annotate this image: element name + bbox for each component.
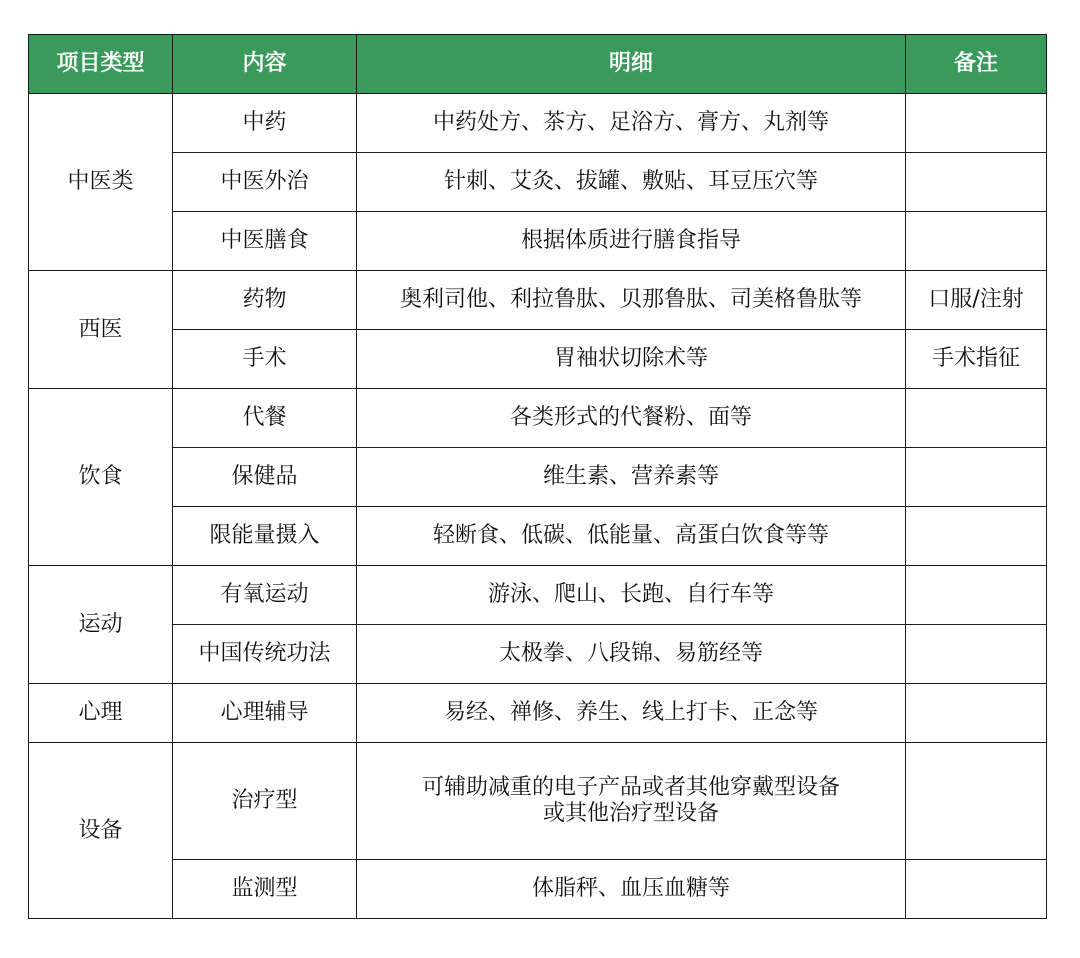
content-cell: 中药 — [173, 94, 357, 153]
detail-cell: 维生素、营养素等 — [357, 448, 906, 507]
content-cell: 药物 — [173, 271, 357, 330]
detail-cell: 根据体质进行膳食指导 — [357, 212, 906, 271]
table-row — [29, 389, 1047, 448]
table-row — [29, 507, 1047, 566]
note-cell — [906, 566, 1047, 625]
note-cell — [906, 448, 1047, 507]
content-cell: 限能量摄入 — [173, 507, 357, 566]
weight-loss-methods-table — [28, 34, 1047, 919]
detail-cell: 轻断食、低碳、低能量、高蛋白饮食等等 — [357, 507, 906, 566]
note-cell — [906, 153, 1047, 212]
table-row — [29, 860, 1047, 919]
content-cell: 心理辅导 — [173, 684, 357, 743]
detail-cell: 中药处方、茶方、足浴方、膏方、丸剂等 — [357, 94, 906, 153]
table-row — [29, 271, 1047, 330]
detail-cell: 奥利司他、利拉鲁肽、贝那鲁肽、司美格鲁肽等 — [357, 271, 906, 330]
header-detail: 明细 — [357, 35, 906, 94]
header-row — [29, 35, 1047, 94]
table-row — [29, 566, 1047, 625]
content-cell: 治疗型 — [173, 743, 357, 860]
content-cell: 有氧运动 — [173, 566, 357, 625]
note-cell — [906, 507, 1047, 566]
note-cell — [906, 743, 1047, 860]
table-row — [29, 212, 1047, 271]
header-content: 内容 — [173, 35, 357, 94]
category-cell: 心理 — [29, 684, 173, 743]
detail-cell: 太极拳、八段锦、易筋经等 — [357, 625, 906, 684]
content-cell: 中医膳食 — [173, 212, 357, 271]
note-cell — [906, 860, 1047, 919]
detail-cell: 各类形式的代餐粉、面等 — [357, 389, 906, 448]
table-row — [29, 153, 1047, 212]
category-cell: 设备 — [29, 743, 173, 919]
table-header — [29, 35, 1047, 94]
detail-cell: 胃袖状切除术等 — [357, 330, 906, 389]
table-row — [29, 330, 1047, 389]
table-row — [29, 448, 1047, 507]
content-cell: 中医外治 — [173, 153, 357, 212]
category-cell: 西医 — [29, 271, 173, 389]
note-cell — [906, 94, 1047, 153]
header-note: 备注 — [906, 35, 1047, 94]
detail-cell: 易经、禅修、养生、线上打卡、正念等 — [357, 684, 906, 743]
content-cell: 代餐 — [173, 389, 357, 448]
header-category: 项目类型 — [29, 35, 173, 94]
note-cell: 手术指征 — [906, 330, 1047, 389]
detail-cell: 体脂秤、血压血糖等 — [357, 860, 906, 919]
note-cell — [906, 389, 1047, 448]
table-row — [29, 743, 1047, 860]
content-cell: 手术 — [173, 330, 357, 389]
detail-cell: 可辅助减重的电子产品或者其他穿戴型设备或其他治疗型设备 — [357, 743, 906, 860]
content-cell: 保健品 — [173, 448, 357, 507]
content-cell: 中国传统功法 — [173, 625, 357, 684]
note-cell — [906, 212, 1047, 271]
table-container — [28, 34, 1047, 919]
category-cell: 饮食 — [29, 389, 173, 566]
table-row — [29, 94, 1047, 153]
table-row — [29, 625, 1047, 684]
note-cell — [906, 625, 1047, 684]
detail-cell: 游泳、爬山、长跑、自行车等 — [357, 566, 906, 625]
table-row — [29, 684, 1047, 743]
table-body — [29, 94, 1047, 919]
note-cell: 口服/注射 — [906, 271, 1047, 330]
content-cell: 监测型 — [173, 860, 357, 919]
category-cell: 中医类 — [29, 94, 173, 271]
detail-cell: 针刺、艾灸、拔罐、敷贴、耳豆压穴等 — [357, 153, 906, 212]
category-cell: 运动 — [29, 566, 173, 684]
note-cell — [906, 684, 1047, 743]
